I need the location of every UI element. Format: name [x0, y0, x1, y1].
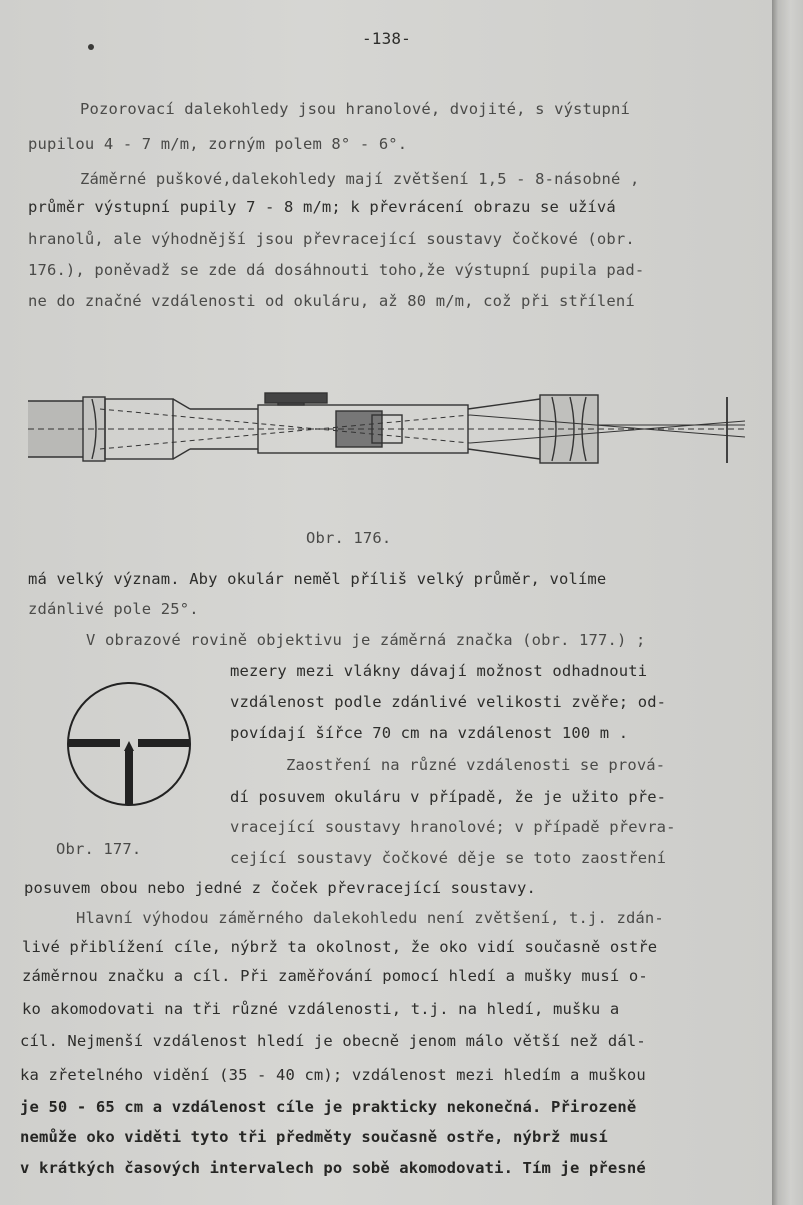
paragraph-5-end: posuvem obou nebo jedné z čoček převracející soustavy. [24, 879, 537, 897]
paragraph-1-line-2: pupilou 4 - 7 m/m, zorným polem 8° - 6°. [28, 135, 408, 153]
paragraph-6-line-6: ka zřetelného vidění (35 - 40 cm); vzdálenost mezi hledím a muškou [20, 1066, 646, 1084]
turret-top [265, 393, 327, 403]
paragraph-4-line-3: povídají šířce 70 cm na vzdálenost 100 m . [230, 724, 629, 742]
paragraph-6-line-4: ko akomodovati na tři různé vzdálenosti, t.j. na hledí, mušku a [22, 1000, 620, 1018]
figure-176-telescope-diagram [0, 385, 776, 505]
paragraph-3-line-1: má velký význam. Aby okulár neměl příliš velký průměr, volíme [28, 570, 607, 588]
paragraph-4-line-2: vzdálenost podle zdánlivé velikosti zvěře; od- [230, 693, 667, 711]
paragraph-6-line-2: livé přiblížení cíle, nýbrž ta okolnost, že oko vidí současně ostře [22, 938, 658, 956]
paragraph-2-line-5: ne do značné vzdálenosti od okuláru, až 80 m/m, což při střílení [28, 292, 635, 310]
paragraph-6-line-8: nemůže oko viděti tyto tři předměty současně ostře, nýbrž musí [20, 1128, 608, 1146]
reticle-post-tip [124, 741, 134, 751]
reticle-left-bar [68, 739, 120, 747]
figure-177-caption: Obr. 177. [56, 840, 142, 858]
paragraph-6-line-1: Hlavní výhodou záměrného dalekohledu není zvětšení, t.j. zdán- [76, 909, 664, 927]
paragraph-6-line-7: je 50 - 65 cm a vzdálenost cíle je prakticky nekonečná. Přirozeně [20, 1098, 637, 1116]
paragraph-2-line-1: Záměrné puškové,dalekohledy mají zvětšení 1,5 - 8-násobné , [80, 170, 640, 188]
paragraph-6-line-3: záměrnou značku a cíl. Při zaměřování pomocí hledí a mušky musí o- [22, 967, 648, 985]
figure-177-reticle [64, 679, 194, 809]
paragraph-4-line-1: mezery mezi vlákny dávají možnost odhadnouti [230, 662, 648, 680]
figure-176-caption: Obr. 176. [306, 529, 392, 547]
page-edge-shadow [772, 0, 803, 1205]
paragraph-5-line-1: Zaostření na různé vzdálenosti se prová- [286, 756, 666, 774]
margin-mark [88, 44, 94, 50]
paragraph-4-lead: V obrazové rovině objektivu je záměrná značka (obr. 177.) ; [86, 631, 646, 649]
page-number: -138- [362, 29, 411, 48]
objective-hood [28, 401, 83, 457]
paragraph-3-line-2: zdánlivé pole 25°. [28, 600, 199, 618]
reticle-post [125, 749, 133, 805]
paragraph-5-line-4: cející soustavy čočkové děje se toto zaostření [230, 849, 667, 867]
paragraph-1-line-1: Pozorovací dalekohledy jsou hranolové, dvojité, s výstupní [80, 100, 630, 118]
reticle-right-bar [138, 739, 190, 747]
paragraph-2-line-2: průměr výstupní pupily 7 - 8 m/m; k převrácení obrazu se užívá [28, 198, 616, 216]
paragraph-6-line-5: cíl. Nejmenší vzdálenost hledí je obecně jenom málo větší než dál- [20, 1032, 646, 1050]
paragraph-5-line-2: dí posuvem okuláru v případě, že je užito pře- [230, 788, 667, 806]
paragraph-2-line-3: hranolů, ale výhodnější jsou převracející soustavy čočkové (obr. [28, 230, 635, 248]
paragraph-5-line-3: vracející soustavy hranolové; v případě převra- [230, 818, 676, 836]
paragraph-6-line-9: v krátkých časových intervalech po sobě akomodovati. Tím je přesné [20, 1159, 646, 1177]
paragraph-2-line-4: 176.), poněvadž se zde dá dosáhnouti toho,že výstupní pupila pad- [28, 261, 645, 279]
